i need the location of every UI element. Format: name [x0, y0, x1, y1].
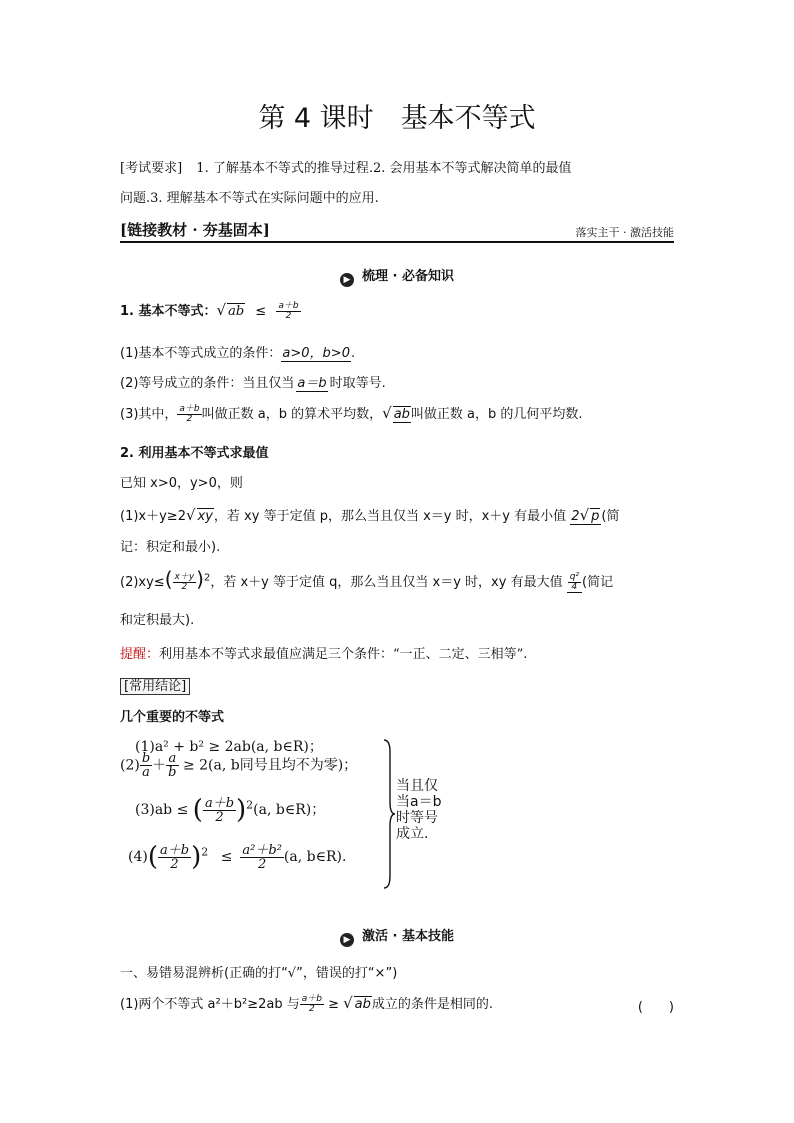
item1-equality: (2)等号成立的条件：当且仅当 a＝b 时取等号. [120, 376, 386, 391]
item2-heading: 2. 利用基本不等式求最值 [120, 446, 269, 461]
condition-answer: a>0，b>0 [282, 346, 350, 361]
section-heading: [链接教材 · 夯基固本] [120, 221, 270, 239]
item1-condition: (1)基本不等式成立的条件：a>0，b>0. [120, 346, 356, 361]
answer-blank[interactable]: ( ) [637, 1000, 674, 1015]
conclusions-label: [常用结论] [120, 675, 190, 694]
question-heading: 一、易错易混辨析(正确的打“√”，错误的打“×”) [120, 966, 398, 981]
equality-answer: a＝b [297, 376, 327, 391]
formula-1: (1)a² + b² ≥ 2ab(a, b∈R)； [135, 739, 323, 755]
play-icon: ▶ [340, 933, 354, 947]
requirements-label: [考试要求] [120, 161, 183, 176]
reminder-text: 利用基本不等式求最值应满足三个条件：“一正、二定、三相等”. [159, 647, 528, 662]
formula-4: (4)( $\frac{a+b}{2}$ )$^2$ ≤ $\frac{\text{a²＋b²}}{2}$ (a, b∈R). [128, 842, 347, 872]
conclusions-heading: 几个重要的不等式 [120, 710, 225, 725]
requirements-line1: 1. 了解基本不等式的推导过程.2. 会用基本不等式解决简单的最值 [196, 161, 572, 176]
subheading-knowledge [0, 265, 794, 287]
brace-icon [382, 738, 396, 890]
item2-p1-cont: 记：积定和最小). [120, 540, 221, 555]
formula-2: (2) $\frac{b}{a}$ ＋ $\frac{a}{b}$ ≥ 2(a, b同号且均不为零)； [120, 751, 358, 780]
item2-given: 已知 x>0，y>0，则 [120, 476, 243, 491]
exam-requirements [120, 157, 572, 176]
item1-label: 1. 基本不等式： [120, 304, 217, 319]
brace-note: 当且仅 当a＝b 时等号 成立. [396, 778, 442, 842]
item1-line: 1. 基本不等式：√ ab ≤ $\frac{a+b}{2}$ [120, 301, 299, 321]
item2-p2: (2)xy≤( $\frac{x+y}{2}$ )$^2$，若 x＋y 等于定值 q，那么当且仅当 x＝y 时，xy 有最大值 $\frac{\text{q²}}{4}$ (简记 [120, 567, 614, 592]
reminder-label: 提醒： [120, 647, 160, 662]
formula-3: (3)ab ≤ ( $\frac{a+b}{2}$ )$^2$(a, b∈R)； [135, 795, 326, 825]
question-1: (1)两个不等式 a²＋b²≥2ab 与 $\frac{a+b}{2}$ ≥ √ ab成立的条件是相同的. [120, 994, 494, 1014]
requirements-line2: 问题.3. 理解基本不等式在实际问题中的应用. [120, 191, 379, 206]
item1-means: (3)其中， $\frac{a+b}{2}$ 叫做正数 a，b 的算术平均数，√ ab叫做正数 a，b 的几何平均数. [120, 404, 583, 424]
reminder [120, 643, 527, 662]
min-value-answer: 2√ p [571, 506, 600, 524]
mean-fraction: $\frac{a+b}{2}$ [278, 301, 299, 321]
subheading-knowledge-text: 梳理 · 必备知识 [362, 269, 454, 284]
play-icon: ▶ [340, 273, 354, 287]
item2-p1: (1)x＋y≥2√ xy，若 xy 等于定值 p，那么当且仅当 x＝y 时，x＋y 有最小值 2√ p (简 [120, 506, 620, 524]
page-title: 第 4 课时 基本不等式 [258, 103, 536, 134]
max-value-answer: $\frac{\text{q²}}{4}$ [567, 573, 582, 593]
subheading-skills-text: 激活 · 基本技能 [362, 929, 454, 944]
item2-p2-cont: 和定积最大). [120, 613, 195, 628]
section-right-label: 落实主干 · 激活技能 [575, 226, 674, 239]
subheading-skills [0, 925, 794, 947]
